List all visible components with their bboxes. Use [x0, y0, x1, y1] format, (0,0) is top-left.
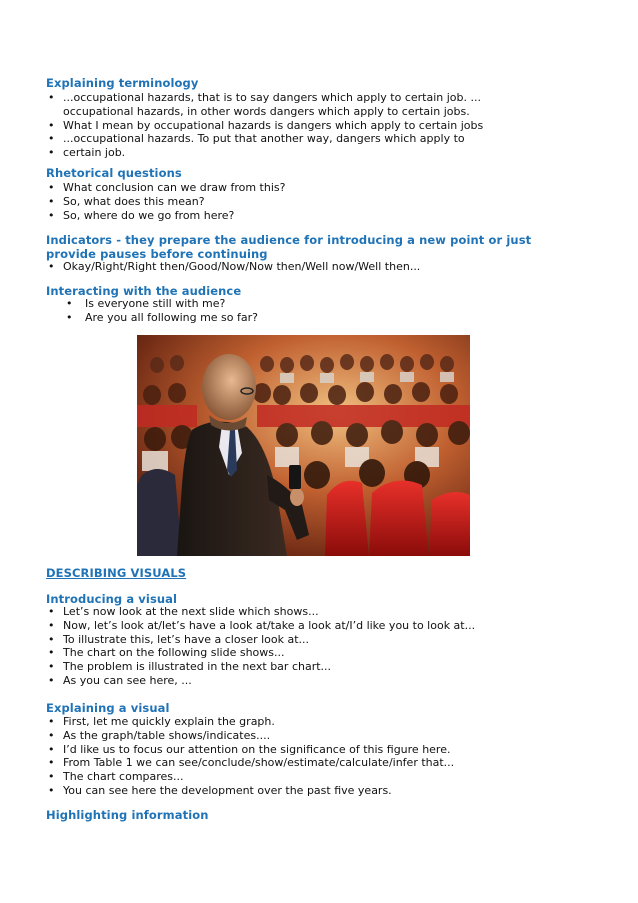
list-interacting-audience [64, 297, 258, 325]
list-rhetorical-questions [46, 181, 285, 222]
heading-introducing-visual: Introducing a visual [46, 592, 178, 606]
list-item: • What conclusion can we draw from this? [46, 181, 285, 195]
speaker-audience-photo [137, 335, 470, 556]
list-explaining-visual [46, 715, 454, 798]
list-explaining-terminology [46, 91, 483, 160]
list-introducing-visual [46, 605, 475, 688]
list-item: • Is everyone still with me? [64, 297, 258, 311]
list-item: • ...occupational hazards. To put that another way, dangers which apply to [46, 132, 483, 146]
heading-rhetorical-questions: Rhetorical questions [46, 166, 182, 180]
list-item: • I’d like us to focus our attention on the significance of this figure here. [46, 743, 454, 757]
heading-highlighting-information: Highlighting information [46, 808, 209, 822]
heading-explaining-visual: Explaining a visual [46, 701, 170, 715]
list-item: • From Table 1 we can see/conclude/show/estimate/calculate/infer that... [46, 756, 454, 770]
heading-indicators: Indicators - they prepare the audience for introducing a new point or just provide pauses before continuing [46, 233, 532, 261]
list-item: • First, let me quickly explain the graph. [46, 715, 454, 729]
list-item: • certain job. [46, 146, 483, 160]
list-item: • Now, let’s look at/let’s have a look at/take a look at/I’d like you to look at... [46, 619, 475, 633]
list-item: • Okay/Right/Right then/Good/Now/Now then/Well now/Well then... [46, 260, 420, 274]
heading-explaining-terminology: Explaining terminology [46, 76, 199, 90]
list-item: • So, what does this mean? [46, 195, 285, 209]
list-item: • The problem is illustrated in the next bar chart... [46, 660, 475, 674]
heading-describing-visuals[interactable]: DESCRIBING VISUALS [46, 566, 187, 580]
list-item: • You can see here the development over the past five years. [46, 784, 454, 798]
list-item: • As the graph/table shows/indicates.... [46, 729, 454, 743]
list-item: • Let’s now look at the next slide which shows... [46, 605, 475, 619]
list-item: • The chart compares... [46, 770, 454, 784]
list-item: • ...occupational hazards, that is to say dangers which apply to certain job. ... [46, 91, 483, 105]
list-item-continuation: occupational hazards, in other words dangers which apply to certain jobs. [63, 104, 470, 118]
list-indicators [46, 260, 420, 274]
list-item: • To illustrate this, let’s have a closer look at... [46, 633, 475, 647]
list-item: • So, where do we go from here? [46, 209, 285, 223]
list-item: • As you can see here, ... [46, 674, 475, 688]
heading-interacting-audience: Interacting with the audience [46, 284, 242, 298]
list-item: • The chart on the following slide shows... [46, 646, 475, 660]
list-item: • Are you all following me so far? [64, 311, 258, 325]
list-item: • What I mean by occupational hazards is dangers which apply to certain jobs [46, 119, 483, 133]
